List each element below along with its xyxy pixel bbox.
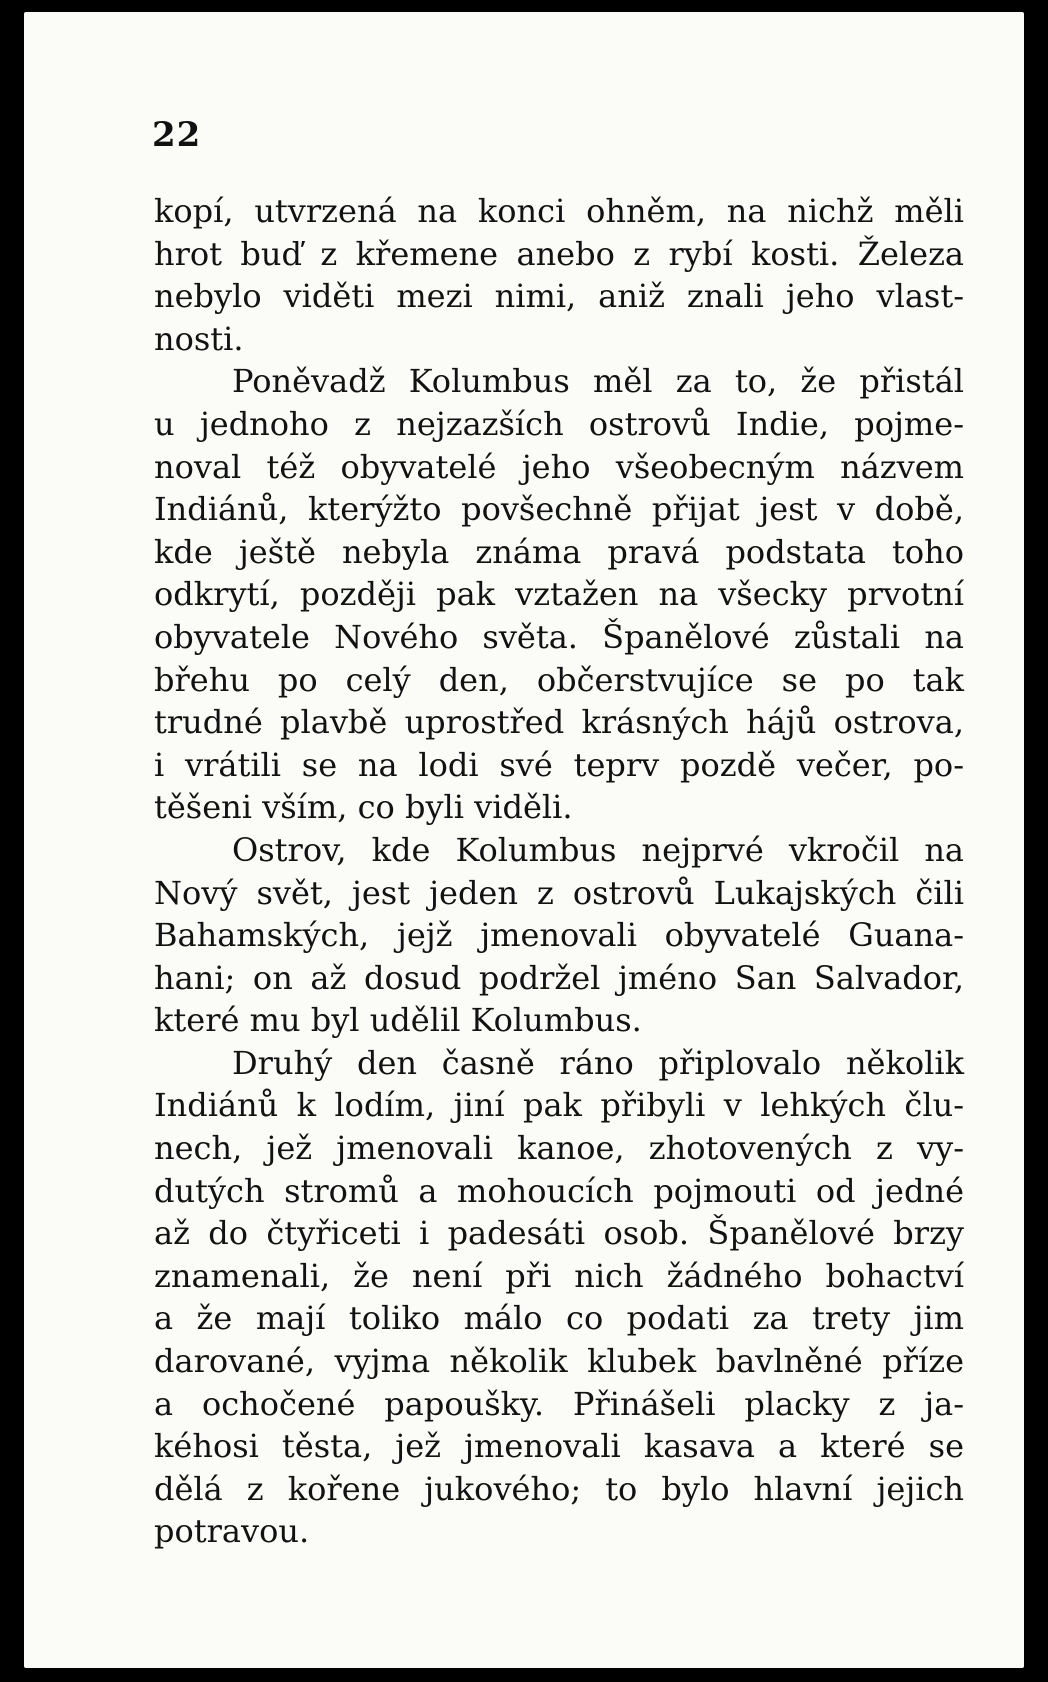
text-line: břehu po celý den, občerstvujíce se po tak (154, 660, 964, 699)
text-line: kopí, utvrzená na konci ohněm, na nichž měli (154, 192, 964, 230)
text-line: u jednoho z nejzazších ostrovů Indie, pojme- (154, 404, 964, 443)
text-line: těšeni vším, co byli viděli. (154, 788, 573, 827)
text-line: Druhý den časně ráno připlovalo několik (232, 1043, 964, 1082)
text-line: hani; on až dosud podržel jméno San Salvador, (154, 958, 964, 997)
body-text (154, 190, 964, 1553)
text-line: hrot buď z křemene anebo z rybí kosti. Železa (154, 234, 964, 273)
text-line: Nový svět, jest jeden z ostrovů Lukajských čili (154, 873, 964, 912)
text-line: Ostrov, kde Kolumbus nejprvé vkročil na (232, 830, 964, 869)
text-line: dělá z kořene jukového; to bylo hlavní jejich (154, 1469, 964, 1508)
text-line: nosti. (154, 319, 244, 358)
text-line: darované, vyjma několik klubek bavlněné příze (154, 1342, 964, 1381)
text-line: které mu byl udělil Kolumbus. (154, 1001, 642, 1040)
text-line: odkrytí, později pak vztažen na všecky prvotní (154, 575, 964, 614)
text-line: Indiánů, kterýžto povšechně přijat jest v době, (154, 490, 964, 529)
text-line: noval též obyvatelé jeho všeobecným názvem (154, 447, 964, 486)
text-line: a že mají toliko málo co podati za trety jim (154, 1299, 964, 1338)
text-line: znamenali, že není při nich žádného bohactví (154, 1256, 964, 1295)
text-line: nebylo viděti mezi nimi, aniž znali jeho vlast- (154, 277, 964, 316)
text-line: obyvatele Nového světa. Španělové zůstali na (154, 617, 964, 656)
text-line: potravou. (154, 1512, 310, 1551)
text-line: i vrátili se na lodi své teprv pozdě večer, po- (154, 745, 964, 784)
text-line: Indiánů k lodím, jiní pak přibyli v lehkých člu- (154, 1086, 964, 1125)
book-page (24, 12, 1024, 1668)
text-line: nech, jež jmenovali kanoe, zhotovených z vy- (154, 1129, 964, 1168)
text-line: kde ještě nebyla známa pravá podstata toho (154, 532, 964, 571)
text-line: Poněvadž Kolumbus měl za to, že přistál (232, 362, 964, 401)
text-line: Bahamských, jejž jmenovali obyvatelé Guana- (154, 916, 964, 955)
text-line: až do čtyřiceti i padesáti osob. Španělové brzy (154, 1214, 964, 1253)
text-line: trudné plavbě uprostřed krásných hájů ostrova, (154, 703, 964, 742)
text-line: dutých stromů a mohoucích pojmouti od jedné (154, 1171, 964, 1210)
page-number: 22 (152, 115, 202, 155)
text-line: kéhosi těsta, jež jmenovali kasava a které se (154, 1427, 964, 1466)
text-line: a ochočené papoušky. Přinášeli placky z ja- (154, 1384, 964, 1423)
